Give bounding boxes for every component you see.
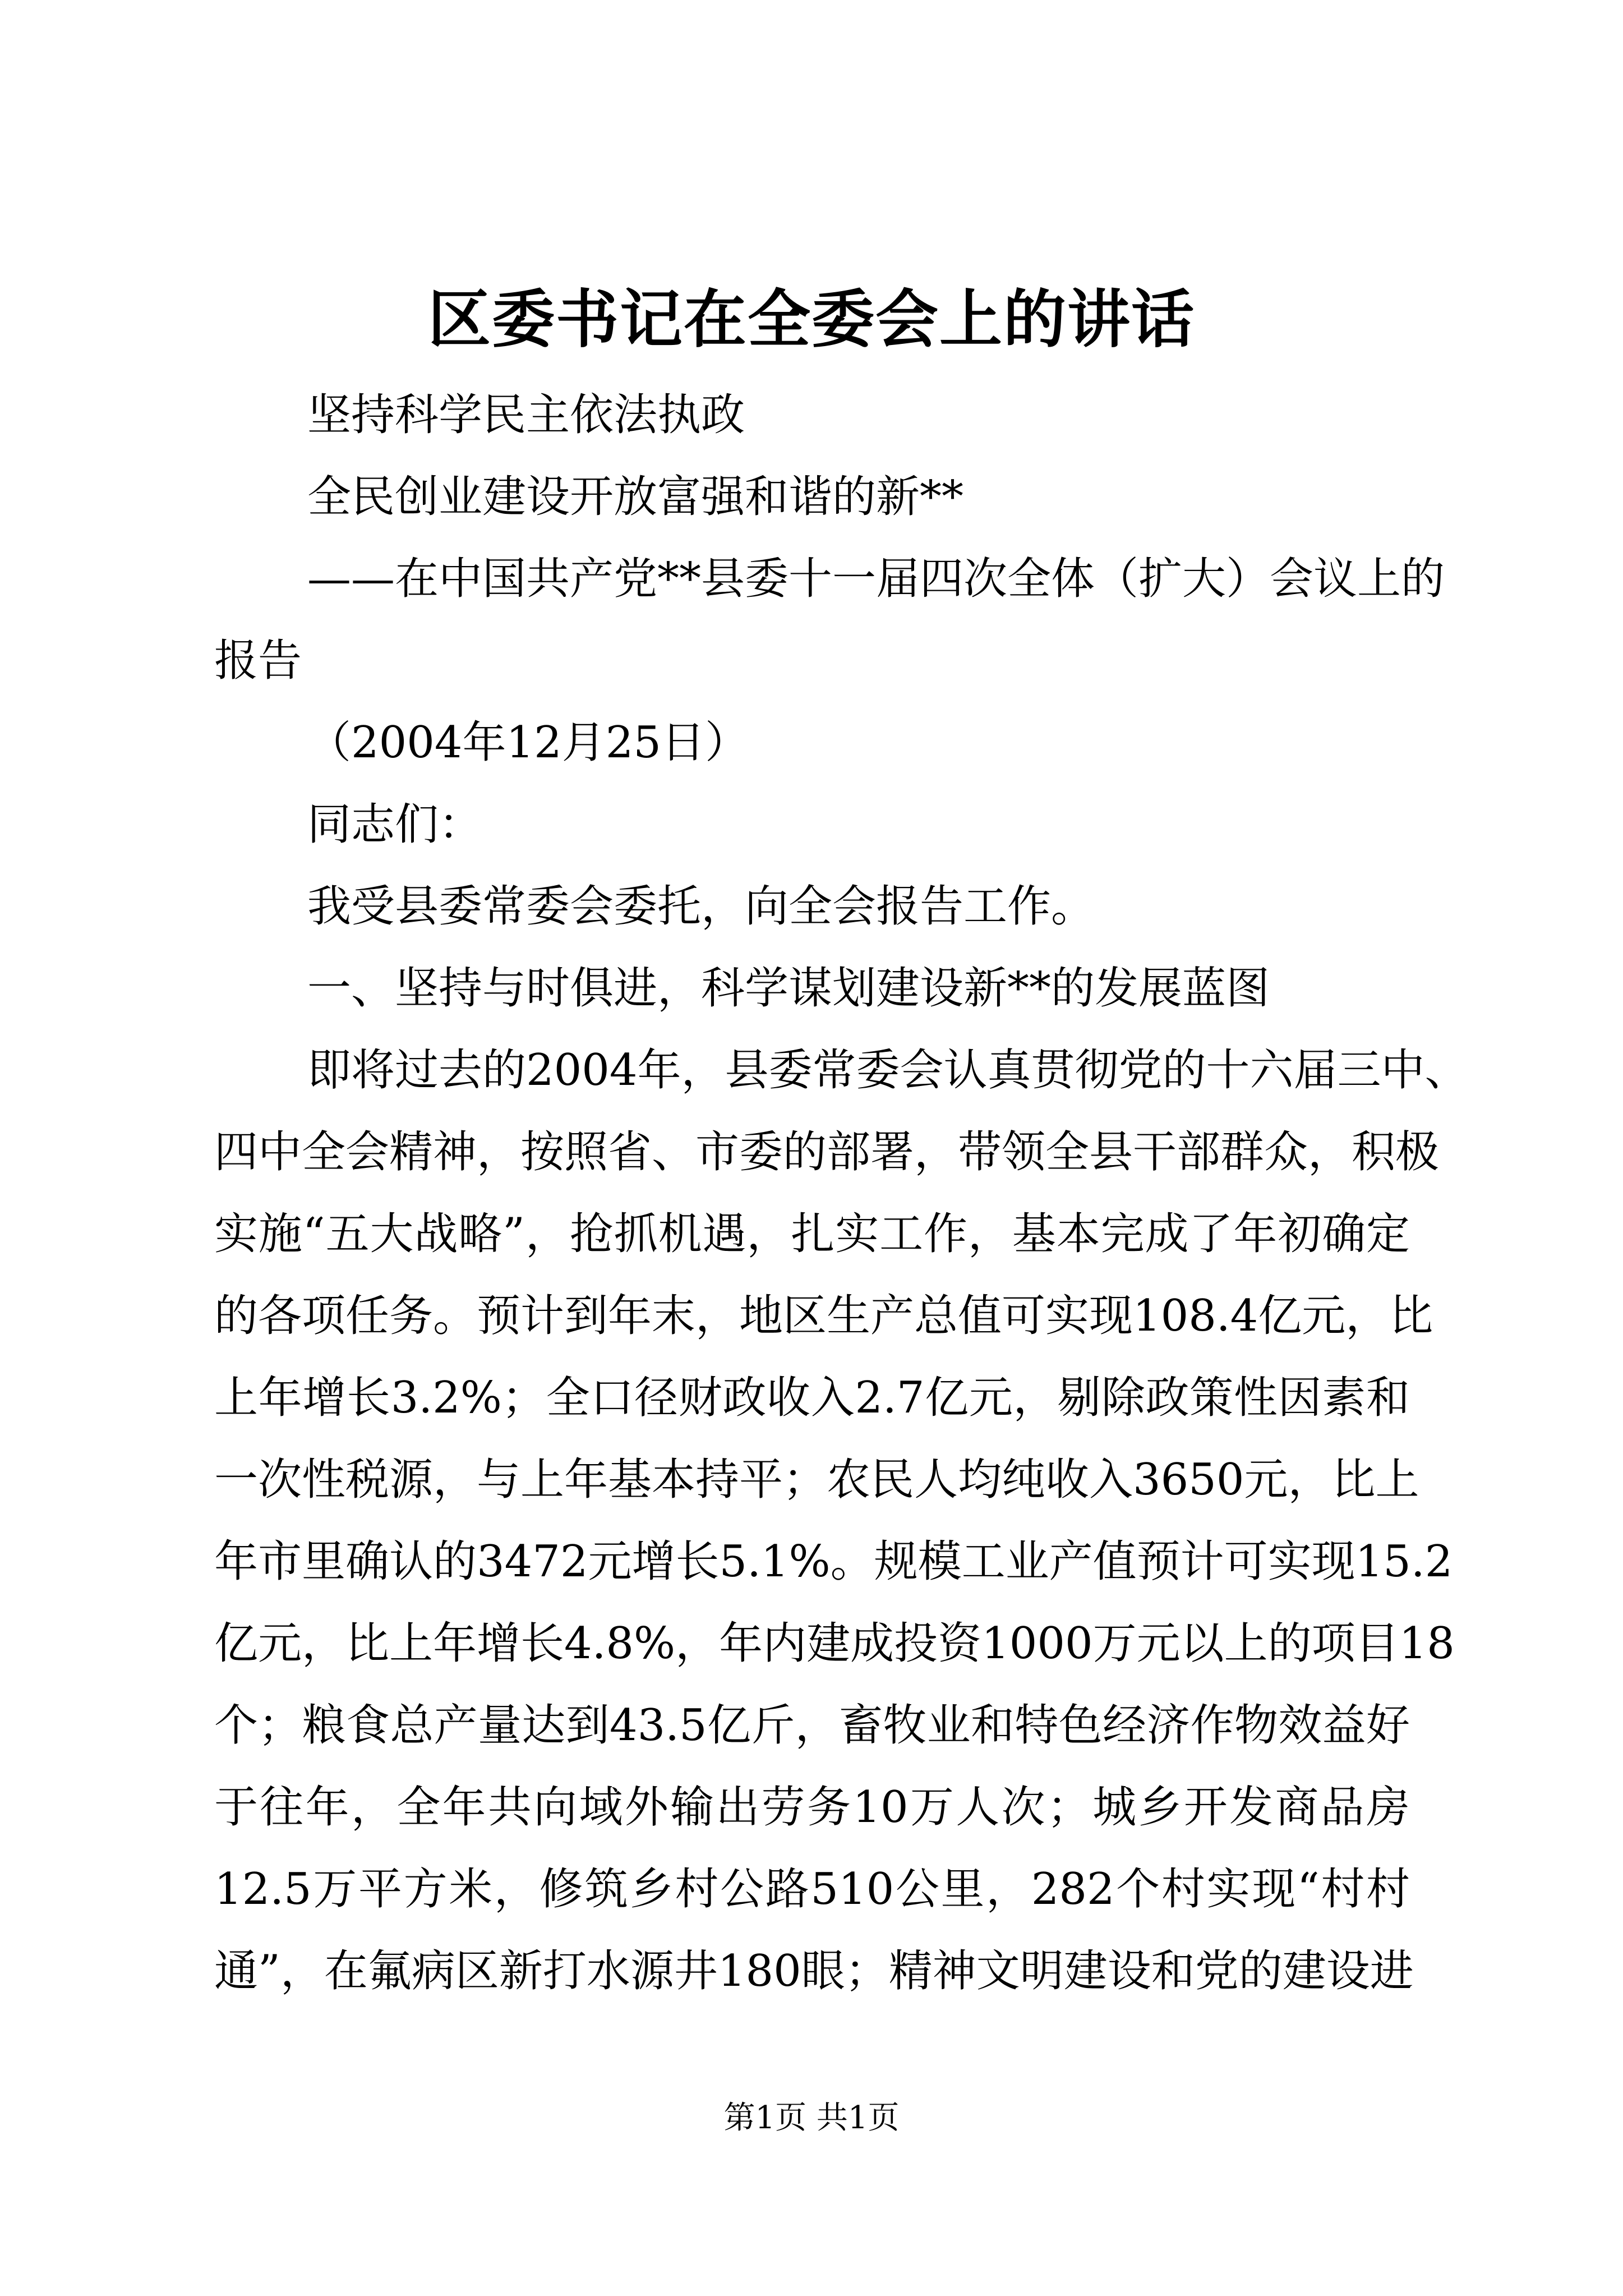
- body-line: 即将过去的2004年，县委常委会认真贯彻党的十六届三中、: [307, 1045, 1469, 1096]
- subtitle-line-4: 报告: [214, 636, 302, 686]
- salutation: 同志们：: [307, 799, 483, 850]
- subtitle-line-1: 坚持科学民主依法执政: [307, 390, 745, 440]
- body-line: 个；粮食总产量达到43.5亿斤，畜牧业和特色经济作物效益好: [214, 1700, 1410, 1751]
- document-title: 区委书记在全委会上的讲话: [428, 283, 1195, 356]
- body-line: 于往年，全年共向域外输出劳务10万人次；城乡开发商品房: [214, 1782, 1410, 1833]
- subtitle-line-3: ——在中国共产党**县委十一届四次全体（扩大）会议上的: [307, 554, 1445, 604]
- body-line: 亿元，比上年增长4.8%，年内建成投资1000万元以上的项目18: [214, 1618, 1455, 1669]
- page-footer: 第1页 共1页: [723, 2100, 900, 2136]
- date-line: （2004年12月25日）: [307, 717, 749, 768]
- body-line: 实施“五大战略”，抢抓机遇，扎实工作，基本完成了年初确定: [214, 1209, 1410, 1259]
- subtitle-line-2: 全民创业建设开放富强和谐的新**: [307, 472, 964, 522]
- body-line: 的各项任务。预计到年末，地区生产总值可实现108.4亿元，比: [214, 1291, 1433, 1341]
- intro-sentence: 我受县委常委会委托，向全会报告工作。: [307, 881, 1095, 932]
- body-line: 年市里确认的3472元增长5.1%。规模工业产值预计可实现15.2: [214, 1536, 1453, 1587]
- section-heading-1: 一、坚持与时俱进，科学谋划建设新**的发展蓝图: [307, 963, 1270, 1014]
- body-line: 一次性税源，与上年基本持平；农民人均纯收入3650元，比上: [214, 1455, 1419, 1505]
- body-line: 12.5万平方米，修筑乡村公路510公里，282个村实现“村村: [214, 1864, 1410, 1915]
- body-line: 上年增长3.2%；全口径财政收入2.7亿元，剔除政策性因素和: [214, 1373, 1410, 1423]
- body-line: 四中全会精神，按照省、市委的部署，带领全县干部群众，积极: [214, 1127, 1440, 1177]
- body-line: 通”，在氟病区新打水源井180眼；精神文明建设和党的建设进: [214, 1946, 1414, 1996]
